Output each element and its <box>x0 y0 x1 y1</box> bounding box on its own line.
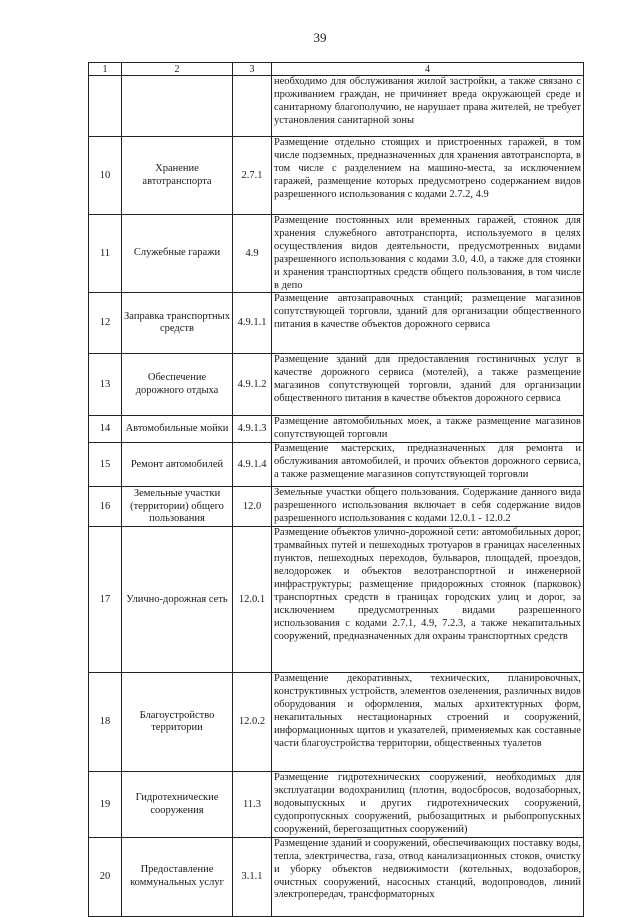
row-code: 3.1.1 <box>233 837 272 916</box>
table-row <box>89 772 584 838</box>
row-name: Ремонт автомобилей <box>122 443 233 487</box>
row-description: Размещение постоянных или временных гаражей, стоянок для хранения служебного автотранспорта, используемого в целях осуществления видов деятельности, предусмотренных видами разрешенного использования с кодами 3.0, 4.0, а также для стоянки и хранения транспортных средств общего пользования, в том числе в депо <box>272 215 584 293</box>
row-name: Хранение автотранспорта <box>122 137 233 215</box>
row-code: 4.9 <box>233 215 272 293</box>
column-header: 3 <box>233 63 272 76</box>
row-number: 20 <box>89 837 122 916</box>
row-description: Размещение гидротехнических сооружений, необходимых для эксплуатации водохранилищ (плотин, водосбросов, водозаборных, водовыпускных и других гидротехнических сооружений, судопропускных сооружений, рыбозащитных и рыбопропускных сооружений, берегозащитных сооружений) <box>272 772 584 838</box>
table-row <box>89 487 584 527</box>
table-row <box>89 443 584 487</box>
row-name: Благоустройство территории <box>122 673 233 772</box>
row-name: Улично-дорожная сеть <box>122 527 233 673</box>
row-description: Размещение зданий для предоставления гостиничных услуг в качестве дорожного сервиса (мотелей), а также размещение магазинов сопутствующей торговли, зданий для организации общественного питания в качестве объектов дорожного сервиса <box>272 354 584 416</box>
row-description: Размещение отдельно стоящих и пристроенных гаражей, в том числе подземных, предназначенных для хранения автотранспорта, в том числе с разделением на машино-места, за исключением гаражей, размещение которых предусмотрено содержанием видов разрешенного использования с кодами 2.7.2, 4.9 <box>272 137 584 215</box>
table-row <box>89 416 584 443</box>
table-row <box>89 293 584 354</box>
row-name: Предоставление коммунальных услуг <box>122 837 233 916</box>
table-row <box>89 76 584 137</box>
table-header-row <box>89 63 584 76</box>
row-number: 19 <box>89 772 122 838</box>
row-number: 11 <box>89 215 122 293</box>
row-name: Гидротехнические сооружения <box>122 772 233 838</box>
row-number: 17 <box>89 527 122 673</box>
row-number: 10 <box>89 137 122 215</box>
row-number: 15 <box>89 443 122 487</box>
row-code: 4.9.1.2 <box>233 354 272 416</box>
row-code: 2.7.1 <box>233 137 272 215</box>
row-name: Заправка транспортных средств <box>122 293 233 354</box>
row-number: 13 <box>89 354 122 416</box>
row-number: 12 <box>89 293 122 354</box>
land-use-table <box>88 62 584 917</box>
column-header: 2 <box>122 63 233 76</box>
row-code: 12.0 <box>233 487 272 527</box>
row-name: Автомобильные мойки <box>122 416 233 443</box>
page-number: 39 <box>313 30 327 45</box>
table-row <box>89 527 584 673</box>
row-name: Служебные гаражи <box>122 215 233 293</box>
row-description: Земельные участки общего пользования. Содержание данного вида разрешенного использования включает в себя содержание видов разрешенного использования с кодами 12.0.1 - 12.0.2 <box>272 487 584 527</box>
row-description: Размещение зданий и сооружений, обеспечивающих поставку воды, тепла, электричества, газа, отвод канализационных стоков, очистку и уборку объектов недвижимости (котельных, водозаборов, очистных сооружений, насосных станций, водопроводов, линий электропередач, трансформаторных <box>272 837 584 916</box>
row-name <box>122 76 233 137</box>
row-code <box>233 76 272 137</box>
row-code: 12.0.2 <box>233 673 272 772</box>
row-code: 4.9.1.4 <box>233 443 272 487</box>
row-description: Размещение объектов улично-дорожной сети: автомобильных дорог, трамвайных путей и пешеходных тротуаров в границах населенных пунктов, пешеходных переходов, бульваров, площадей, проездов, велодорожек и объектов велотранспортной и инженерной инфраструктуры; размещение придорожных стоянок (парковок) транспортных средств в границах городских улиц и дорог, за исключением предусмотренных видами разрешенного использования с кодами 2.7.1, 4.9, 7.2.3, а также некапитальных сооружений, предназначенных для охраны транспортных средств <box>272 527 584 673</box>
row-name: Обеспечение дорожного отдыха <box>122 354 233 416</box>
row-code: 4.9.1.3 <box>233 416 272 443</box>
row-code: 11.3 <box>233 772 272 838</box>
row-name: Земельные участки (территории) общего пользования <box>122 487 233 527</box>
row-description: Размещение автозаправочных станций; размещение магазинов сопутствующей торговли, зданий для организации общественного питания в качестве объектов дорожного сервиса <box>272 293 584 354</box>
table-row <box>89 354 584 416</box>
column-header: 4 <box>272 63 584 76</box>
table-row <box>89 673 584 772</box>
table-row <box>89 215 584 293</box>
table-row <box>89 137 584 215</box>
row-description: Размещение мастерских, предназначенных для ремонта и обслуживания автомобилей, и прочих объектов дорожного сервиса, а также размещение магазинов сопутствующей торговли <box>272 443 584 487</box>
row-description: Размещение автомобильных моек, а также размещение магазинов сопутствующей торговли <box>272 416 584 443</box>
row-number: 14 <box>89 416 122 443</box>
table-row <box>89 837 584 916</box>
row-description: Размещение декоративных, технических, планировочных, конструктивных устройств, элементов озеленения, различных видов оборудования и оформления, малых архитектурных форм, некапитальных нестационарных строений и сооружений, информационных щитов и указателей, применяемых как составные части благоустройства территории, общественных туалетов <box>272 673 584 772</box>
row-number <box>89 76 122 137</box>
row-description: необходимо для обслуживания жилой застройки, а также связано с проживанием граждан, не причиняет вреда окружающей среде и санитарному благополучию, не нарушает права жителей, не требует установления санитарной зоны <box>272 76 584 137</box>
column-header: 1 <box>89 63 122 76</box>
row-number: 18 <box>89 673 122 772</box>
row-number: 16 <box>89 487 122 527</box>
row-code: 4.9.1.1 <box>233 293 272 354</box>
row-code: 12.0.1 <box>233 527 272 673</box>
